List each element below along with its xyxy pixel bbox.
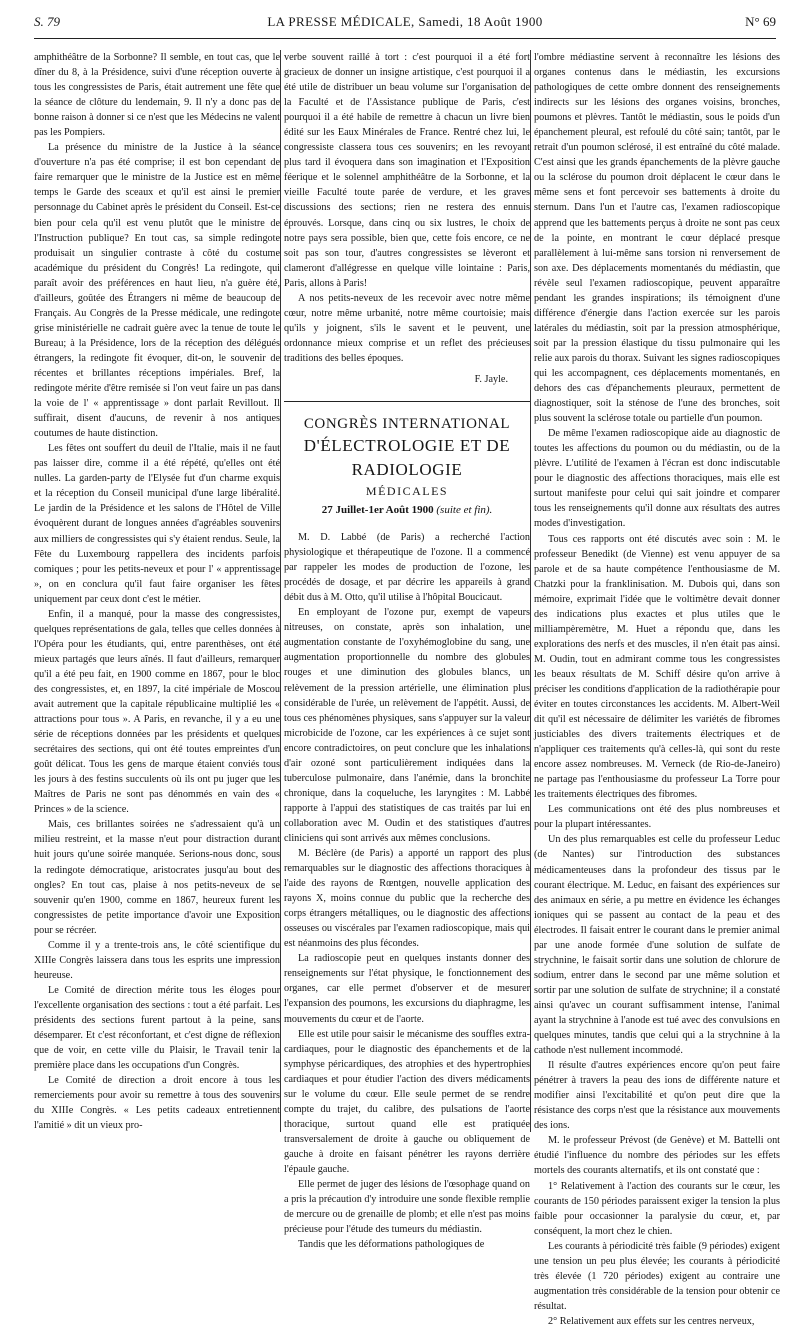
paragraph: La radioscopie peut en quelques instants donner des renseignements sur l'état physique, le fonctionnement des organes, car elle permet d'observer et de mesurer l'expansion des poumons, les excursions du diaphragme, les mouvements du cœur et de l'aorte. — [284, 953, 530, 1025]
paragraph: Un des plus remarquables est celle du professeur Leduc (de Nantes) sur l'introduction des substances médicamenteuses dans la profondeur des tissus par le courant électrique. M. Leduc, en faisant des expériences sur des animaux en série, a pu mettre en évidence les échanges ioniques qui se passent au contact de la peau et des électrodes. Il faisait entrer le courant dans le premier animal par une anode formée d'une solution de sulfate de strychnine, le faisait sortir dans une solution de chlorure de sodium, entrer dans le second par une même solution et sortir par une solution de sulfate de strychnine; il a constaté ainsi qu'avec un courant suffisamment intense, l'animal ayant la strychnine à l'anode est tué avec des convulsions en quelques minutes, tandis que celui qui a la strychnine à la cathode n'est nullement incommodé. — [534, 834, 780, 1057]
paragraph: Le Comité de direction mérite tous les éloges pour l'excellente organisation des sections : tout a été parfait. Les présidents des sections furent partout à la peine, sans désemparer. Et c'est réconfortant, et c'est digne de réflexion que de voir, en cette ville du Plaisir, le Travail tenir la première place dans les occupations d'un Congrès. — [34, 984, 280, 1072]
page-header — [34, 14, 776, 36]
congress-dates-text: 27 Juillet-1er Août 1900 — [321, 504, 434, 517]
paragraph: Tous ces rapports ont été discutés avec soin : M. le professeur Benedikt (de Vienne) est venu appuyer de sa parole et de sa haute compétence l'enthousiasme de M. Chatzki pour la franklinisation. M. Dubois qui, dans son mémoire, exprimait l'idée que le voltimètre devait donner des indications plus exactes et plus utiles que le milliampèremètre, M. Huet a répondu que, dans les explorations des nerfs et des muscles, il n'en était pas ainsi. M. Oudin, tout en admirant comme tous les congressistes les beaux résultats de M. Schiff désire qu'on arrive à préciser les conditions d'application de la radiothérapie pour éviter en toutes circonstances les accidents. M. Albert-Weil dit qu'il est nécessaire de délimiter les variétés de fibromes justiciables des divers traitements électriques et de n'appliquer ces traitements qu'à celles-là, qui sont du reste encore assez nombreuses. M. Verneck (de Rio-de-Janeiro) ne partage pas l'enthousiasme du professeur La Torre pour les traitements électriques des fibromes. — [534, 533, 780, 801]
column-2 — [284, 50, 530, 1251]
author-signature: F. Jayle. — [474, 373, 508, 385]
paragraph: De même l'examen radioscopique aide au diagnostic de toutes les affections du poumon ou du médiastin, ou de la plèvre. L'utilité de l'examen à l'écran est donc indiscutable pour le diagnostic des affections thoraciques, mais elle est surtout manifeste pour celui qui sait joindre et comparer tous les renseignements qu'il donne aux résultats des autres modes d'investigation. — [534, 428, 780, 530]
paragraph: M. le professeur Prévost (de Genève) et M. Battelli ont étudié l'influence du nombre des périodes sur les effets mortels des courants alternatifs, et ils ont constaté que : — [534, 1135, 780, 1177]
paragraph: amphithéâtre de la Sorbonne? Il semble, en tout cas, que le dîner du 8, à la Présidence, suivi d'une réception ouverte à tous les congressistes de Paris, était autrement une fête que la séance de clôture du lendemain, 9. Il n'y a donc pas de bonne raison à donner si ce n'est que les Médecins ne valent pas les Pompiers. — [34, 52, 280, 139]
paragraph: verbe souvent raillé à tort : c'est pourquoi il a été fort gracieux de donner un insigne artistique, c'est pourquoi il a été utile de distribuer un beau volume sur l'organisation de la Faculté et de l'Assistance publique de Paris, c'est pourquoi il a été habile de remettre à chacun un livre bien édité sur les Eaux Minérales de France. Rentré chez lui, le congressiste classera tous ces souvenirs; en les revoyant plus tard il évoquera dans son imagination et l'Exposition féerique et le solennel amphithéâtre de la Sorbonne, et la vieille Faculté toute parée de verdure, et les graves discussions des sections; rien ne restera des ennuis éprouvés. Lorsque, dans cinq ou six lustres, le choix de notre pays sera possible, bien que, cette fois encore, ce ne soit pas son tour, d'autres congressistes se lèveront et clameront d'allégresse en quelque ville lointaine : Paris, Paris, allons à Paris! — [284, 52, 530, 289]
congress-title-line-3: MÉDICALES — [365, 484, 449, 499]
column-divider — [280, 50, 281, 1132]
paragraph: Il résulte d'autres expériences encore qu'on peut faire pénétrer à travers la peau des ions de différente nature et modifier ainsi l'excitabilité et qu'on peut dire que la résistance des corps n'est que la résistance aux mouvements des ions. — [534, 1060, 780, 1132]
paragraph: Elle est utile pour saisir le mécanisme des souffles extra-cardiaques, pour le diagnostic des épanchements et de la symphyse péricardiques, des atrophies et des hypertrophies cardiaques et pour étudier l'action des divers médicaments sur le volume du cœur. Elle seule permet de se rendre compte du trajet, du calibre, des pulsations de l'aorte thoracique, surtout quand elle est pratiquée transversalement de droite à gauche ou obliquement de gauche à droite en faisant pénétrer les rayons derrière l'épaule gauche. — [284, 1028, 530, 1175]
congress-dates — [284, 500, 530, 520]
column-1 — [34, 50, 280, 1132]
paragraph: Les courants à périodicité très faible (9 périodes) exigent une tension un peu plus élevée; les courants à périodicité très élevée (1 720 périodes) exigent au contraire une augmentation très considérable de la tension pour obtenir ce résultat. — [534, 1240, 780, 1312]
paragraph: 1° Relativement à l'action des courants sur le cœur, les courants de 150 périodes paraissent exiger la tension la plus faible pour occasionner la paralysie du cœur, et, par conséquent, la mort chez le chien. — [534, 1180, 780, 1237]
page-signature: S. 79 — [34, 14, 60, 29]
paragraph: Elle permet de juger des lésions de l'œsophage quand on a pris la précaution d'y introduire une sonde flexible remplie de mercure ou de grenaille de plomb; et elle n'est pas moins précieuse pour l'étude des tumeurs du médiastin. — [284, 1179, 530, 1236]
header-rule — [34, 38, 776, 39]
column-divider — [530, 50, 531, 1132]
paragraph: A nos petits-neveux de les recevoir avec notre même cœur, notre même urbanité, notre même courtoisie; mais qu'ils y joignent, s'ils le savent et le peuvent, une ordonnance mieux comprise et un reflet des précieuses traditions des belles époques. — [284, 292, 530, 364]
congress-heading — [284, 401, 530, 520]
congress-suite: (suite et fin). — [436, 504, 493, 517]
paragraph: Mais, ces brillantes soirées ne s'adressaient qu'à un milieu restreint, et la masse n'eut pour distraction durant huit jours qu'une soirée manquée. Serions-nous donc, sous la redingote démocratique, aristocrates jusqu'au bout des ongles? En tout cas, plaise à nos petits-neveux de se souvenir qu'en 1900, comme en 1867, heureux furent les congressistes de petite importance d'avoir une Exposition pour se récréer. — [34, 819, 280, 936]
paragraph: l'ombre médiastine servent à reconnaître les lésions des organes contenus dans le médiastin, les excursions pathologiques de cette ombre donnent des renseignements indirects sur les lésions des organes voisins, bronches, poumons et plèvres. Tantôt le médiastin, sous le poids d'un épanchement pleural, est refoulé du côté sain; tantôt, par le retrait d'un poumon sclérosé, il est entraîné du côté malade. C'est ainsi que les grands épanchements de la plèvre gauche ou la sclérose du poumon droit déplacent le cœur dans le même sens et font percevoir ses battements à droite du sternum. Dans l'un et l'autre cas, l'examen radioscopique apprend que les battements perçus à droite ne sont pas ceux de la pointe, en montrant le cœur déplacé presque parallèlement à lui-même sans torsion ni renversement de son axe. Des déplacements momentanés du médiastin, que révèle seul l'examen radioscopique, peuvent apparaître pendant les grandes inspirations; ils témoignent d'une différence d'énergie dans l'action exercée sur les parois latérales du médiastin, soit par la pression atmosphérique, soit par la pression élastique du tissu pulmonaire qui les relie aux parois du thorax. Suivant les signes radioscopiques qui les accompagnent, ces déplacements momentanés, en dehors des cas d'épanchements pleuraux, permettent de diagnostiquer, soit la sténose de l'une des bronches, soit plus souvent la sclérose totale ou partielle d'un poumon. — [534, 52, 780, 425]
congress-title-line-1: CONGRÈS INTERNATIONAL — [303, 416, 511, 433]
journal-title: LA PRESSE MÉDICALE, Samedi, 18 Août 1900 — [267, 14, 543, 29]
paragraph: 2° Relativement aux effets sur les centres nerveux, — [548, 1315, 755, 1327]
paragraph: Comme il y a trente-trois ans, le côté scientifique du XIIIe Congrès laissera dans tous les esprits une impression heureuse. — [34, 939, 280, 981]
paragraph: Les communications ont été des plus nombreuses et pour la plupart intéressantes. — [534, 804, 780, 831]
paragraph: M. Béclère (de Paris) a apporté un rapport des plus remarquables sur le diagnostic des affections thoraciques à l'aide des rayons de Rœntgen, nouvelle application des rayons X, moins connue du public que la recherche des corps étrangers métalliques, ou le diagnostic des affections osseuses ou viscérales par l'examen radioscopique, mais qui est néanmoins des plus fécondes. — [284, 848, 530, 950]
paragraph: Les fêtes ont souffert du deuil de l'Italie, mais il ne faut pas laisser dire, comme il a été répété, qu'elles ont été nulles. La garden-party de l'Elysée fut d'un charme exquis et la réception du Conseil municipal d'une large libéralité. Le jardin de la Présidence et les salons de l'Hôtel de Ville évoquèrent durant de longues années d'agréables souvenirs aux milliers de congressistes qui s'y étaient rendus. Seule, la Fête du Luxembourg rappellera des incidents parfois comiques ; pour les petits-neveux et pour l' « apprentissage », on en conclura qu'il faut faire organiser les fêtes uniquement par ceux dont c'est le métier. — [34, 443, 280, 605]
paragraph: Le Comité de direction a droit encore à tous les remerciements pour avoir su remettre à tous des souvenirs du XIIIe Congrès. « Les petits cadeaux entretiennent l'amitié » dit un vieux pro- — [34, 1075, 280, 1132]
paragraph: Enfin, il a manqué, pour la masse des congressistes, quelques représentations de gala, telles que celles données à l'Opéra pour les étudiants, qui, entre parenthèses, ont été mieux partagés que leurs aînés. Il faut d'ailleurs, remarquer qu'il a été peu fait, en 1900 comme en 1867, pour le bloc des congressistes, et, en 1897, la cité impériale de Moscou avait autrement que la capitale républicaine multiplié les « attractions pour tous ». A Paris, en revanche, il y a eu une série de réceptions données par les présidents et quelques secrétaires des sections, qui ont été toutes empreintes d'un goût délicat. Tous les gens de marque étaient conviés tous les jours à des festins succulents où ils ont pu juger que les Maîtres de Paris ne sont pas dénommés en vain des « Princes » de la science. — [34, 608, 280, 816]
paragraph: La présence du ministre de la Justice à la séance d'ouverture n'a pas été comprise; il est bon cependant de faire remarquer que le ministre de la Justice est en même temps le Garde des sceaux et qu'il est ainsi le premier personnage du Cabinet après le président du Conseil. Est-ce bien pour cela qu'il est venu plutôt que le ministre de l'Instruction publique? En tout cas, sa simple redingote produisait un singulier contraste à côté du costume académique du président du Congrès! La redingote, qui paraît avoir des préférences en haut lieu, n'a guère été, d'ailleurs, goûtée des Étrangers ni même de beaucoup de Français. Au Congrès de la Presse médicale, une redingote grise ministérielle ne cadrait guère avec la tenue de toute le Bureau; à la Présidence, lors de la réception des délégués étrangers, la redingote fit évoquer, dit-on, le souvenir de récentes et brillantes réceptions impériales. Bref, la redingote mérite d'être remisée si l'on veut faire un pas dans la voie de l' « apprentissage » dont parlait Revillout. Il suffirait, disent d'aucuns, de revenir à nos antiques coutumes de haute distinction. — [34, 142, 280, 440]
issue-number: N° 69 — [745, 14, 776, 29]
paragraph: M. D. Labbé (de Paris) a recherché l'action physiologique et thérapeutique de l'ozone. Il a commencé par rappeler les modes de production de l'ozone, les procédés de dosage, et par décrire les appareils à grand débit dus à M. Otto, qu'il utilise à l'hôpital Boucicaut. — [284, 532, 530, 604]
congress-title-line-2: D'ÉLECTROLOGIE ET DE RADIOLOGIE — [303, 436, 511, 480]
column-3 — [534, 50, 780, 1327]
paragraph: En employant de l'ozone pur, exempt de vapeurs nitreuses, on constate, après son inhalation, une augmentation constante de l'oxyhémoglobine du sang, une augmentation proportionnelle du nombre des globules rouges et une diminution des globules blancs, un relèvement de la pression artérielle, une élimination plus considérable de l'urée, un relèvement de l'appétit. Aussi, de tous ces phénomènes physiques, sans s'appuyer sur la valeur microbicide de l'ozone, car les expériences à ce sujet sont encore contradictoires, on peut conclure que les inhalations d'air ozoné sont particulièrement indiquées dans la tuberculose pulmonaire, dans l'anémie, dans la bronchite chronique, dans la coqueluche, les laryngites : M. Labbé rapporte à l'appui des statistiques de cas traités par lui en collaboration avec M. Oudin et des statistiques d'autres cliniciens qui sont arrivés aux mêmes conclusions. — [284, 607, 530, 844]
paragraph: Tandis que les déformations pathologiques de — [298, 1239, 485, 1251]
